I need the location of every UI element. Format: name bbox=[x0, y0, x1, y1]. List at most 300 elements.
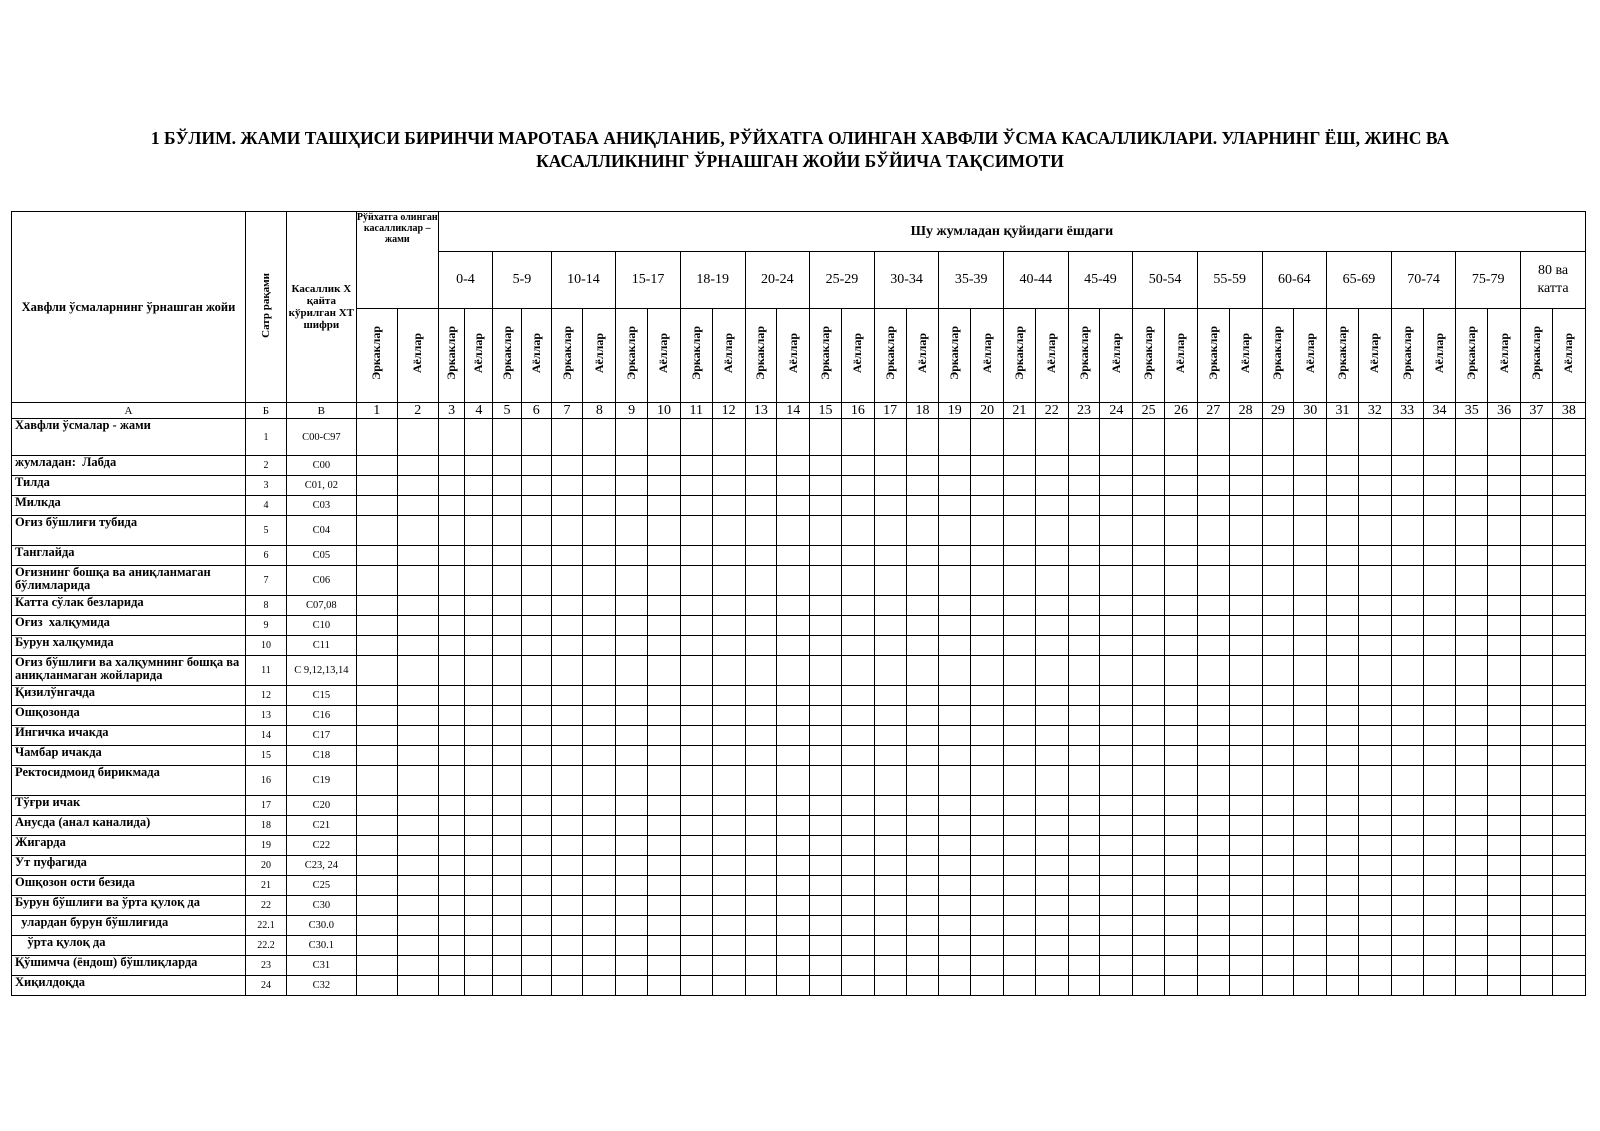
data-cell[interactable] bbox=[939, 956, 971, 976]
data-cell[interactable] bbox=[583, 876, 616, 896]
data-cell[interactable] bbox=[1197, 636, 1229, 656]
data-cell[interactable] bbox=[438, 596, 465, 616]
data-cell[interactable] bbox=[1488, 876, 1521, 896]
data-cell[interactable] bbox=[493, 496, 522, 516]
data-cell[interactable] bbox=[1327, 596, 1359, 616]
data-cell[interactable] bbox=[841, 836, 874, 856]
data-cell[interactable] bbox=[1552, 746, 1585, 766]
data-cell[interactable] bbox=[810, 856, 842, 876]
data-cell[interactable] bbox=[1294, 816, 1327, 836]
data-cell[interactable] bbox=[939, 706, 971, 726]
data-cell[interactable] bbox=[1327, 419, 1359, 456]
data-cell[interactable] bbox=[1358, 726, 1391, 746]
data-cell[interactable] bbox=[777, 766, 810, 796]
data-cell[interactable] bbox=[1358, 836, 1391, 856]
data-cell[interactable] bbox=[1035, 746, 1068, 766]
data-cell[interactable] bbox=[841, 976, 874, 996]
data-cell[interactable] bbox=[465, 596, 493, 616]
data-cell[interactable] bbox=[906, 746, 939, 766]
data-cell[interactable] bbox=[906, 956, 939, 976]
data-cell[interactable] bbox=[1391, 976, 1423, 996]
data-cell[interactable] bbox=[1327, 516, 1359, 546]
data-cell[interactable] bbox=[1358, 916, 1391, 936]
data-cell[interactable] bbox=[906, 796, 939, 816]
data-cell[interactable] bbox=[551, 496, 583, 516]
data-cell[interactable] bbox=[971, 456, 1004, 476]
data-cell[interactable] bbox=[648, 896, 681, 916]
data-cell[interactable] bbox=[841, 956, 874, 976]
data-cell[interactable] bbox=[397, 746, 438, 766]
data-cell[interactable] bbox=[551, 596, 583, 616]
data-cell[interactable] bbox=[1456, 636, 1488, 656]
data-cell[interactable] bbox=[583, 419, 616, 456]
data-cell[interactable] bbox=[1521, 836, 1553, 856]
data-cell[interactable] bbox=[1358, 816, 1391, 836]
data-cell[interactable] bbox=[777, 616, 810, 636]
data-cell[interactable] bbox=[1294, 936, 1327, 956]
data-cell[interactable] bbox=[745, 656, 777, 686]
data-cell[interactable] bbox=[1391, 856, 1423, 876]
data-cell[interactable] bbox=[680, 566, 712, 596]
data-cell[interactable] bbox=[397, 616, 438, 636]
data-cell[interactable] bbox=[648, 496, 681, 516]
data-cell[interactable] bbox=[1197, 876, 1229, 896]
data-cell[interactable] bbox=[1423, 936, 1456, 956]
data-cell[interactable] bbox=[1294, 876, 1327, 896]
data-cell[interactable] bbox=[1552, 726, 1585, 746]
data-cell[interactable] bbox=[1391, 456, 1423, 476]
data-cell[interactable] bbox=[465, 656, 493, 686]
data-cell[interactable] bbox=[1035, 796, 1068, 816]
data-cell[interactable] bbox=[971, 546, 1004, 566]
data-cell[interactable] bbox=[1197, 686, 1229, 706]
data-cell[interactable] bbox=[971, 766, 1004, 796]
data-cell[interactable] bbox=[616, 766, 648, 796]
data-cell[interactable] bbox=[1262, 706, 1294, 726]
data-cell[interactable] bbox=[1165, 596, 1198, 616]
data-cell[interactable] bbox=[841, 746, 874, 766]
data-cell[interactable] bbox=[1068, 936, 1100, 956]
data-cell[interactable] bbox=[1229, 766, 1262, 796]
data-cell[interactable] bbox=[1165, 976, 1198, 996]
data-cell[interactable] bbox=[1521, 656, 1553, 686]
data-cell[interactable] bbox=[1294, 656, 1327, 686]
data-cell[interactable] bbox=[438, 876, 465, 896]
data-cell[interactable] bbox=[1035, 706, 1068, 726]
data-cell[interactable] bbox=[1358, 476, 1391, 496]
data-cell[interactable] bbox=[1035, 816, 1068, 836]
data-cell[interactable] bbox=[906, 516, 939, 546]
data-cell[interactable] bbox=[1327, 856, 1359, 876]
data-cell[interactable] bbox=[1488, 516, 1521, 546]
data-cell[interactable] bbox=[777, 566, 810, 596]
data-cell[interactable] bbox=[648, 656, 681, 686]
data-cell[interactable] bbox=[493, 766, 522, 796]
data-cell[interactable] bbox=[1423, 746, 1456, 766]
data-cell[interactable] bbox=[1068, 916, 1100, 936]
data-cell[interactable] bbox=[616, 456, 648, 476]
data-cell[interactable] bbox=[1456, 976, 1488, 996]
data-cell[interactable] bbox=[521, 476, 551, 496]
data-cell[interactable] bbox=[1552, 856, 1585, 876]
data-cell[interactable] bbox=[465, 496, 493, 516]
data-cell[interactable] bbox=[1068, 706, 1100, 726]
data-cell[interactable] bbox=[712, 516, 745, 546]
data-cell[interactable] bbox=[648, 566, 681, 596]
data-cell[interactable] bbox=[1358, 566, 1391, 596]
data-cell[interactable] bbox=[397, 916, 438, 936]
data-cell[interactable] bbox=[680, 956, 712, 976]
data-cell[interactable] bbox=[777, 686, 810, 706]
data-cell[interactable] bbox=[397, 546, 438, 566]
data-cell[interactable] bbox=[616, 856, 648, 876]
data-cell[interactable] bbox=[551, 546, 583, 566]
data-cell[interactable] bbox=[1229, 896, 1262, 916]
data-cell[interactable] bbox=[1229, 636, 1262, 656]
data-cell[interactable] bbox=[841, 546, 874, 566]
data-cell[interactable] bbox=[465, 816, 493, 836]
data-cell[interactable] bbox=[465, 456, 493, 476]
data-cell[interactable] bbox=[493, 856, 522, 876]
data-cell[interactable] bbox=[1035, 856, 1068, 876]
data-cell[interactable] bbox=[438, 916, 465, 936]
data-cell[interactable] bbox=[1133, 636, 1165, 656]
data-cell[interactable] bbox=[1035, 686, 1068, 706]
data-cell[interactable] bbox=[1456, 656, 1488, 686]
data-cell[interactable] bbox=[810, 636, 842, 656]
data-cell[interactable] bbox=[521, 636, 551, 656]
data-cell[interactable] bbox=[1521, 419, 1553, 456]
data-cell[interactable] bbox=[397, 876, 438, 896]
data-cell[interactable] bbox=[1133, 936, 1165, 956]
data-cell[interactable] bbox=[1229, 616, 1262, 636]
data-cell[interactable] bbox=[1327, 766, 1359, 796]
data-cell[interactable] bbox=[810, 726, 842, 746]
data-cell[interactable] bbox=[1552, 836, 1585, 856]
data-cell[interactable] bbox=[648, 976, 681, 996]
data-cell[interactable] bbox=[616, 726, 648, 746]
data-cell[interactable] bbox=[810, 706, 842, 726]
data-cell[interactable] bbox=[841, 706, 874, 726]
data-cell[interactable] bbox=[810, 686, 842, 706]
data-cell[interactable] bbox=[841, 726, 874, 746]
data-cell[interactable] bbox=[1521, 856, 1553, 876]
data-cell[interactable] bbox=[810, 496, 842, 516]
data-cell[interactable] bbox=[465, 516, 493, 546]
data-cell[interactable] bbox=[616, 656, 648, 686]
data-cell[interactable] bbox=[583, 766, 616, 796]
data-cell[interactable] bbox=[906, 836, 939, 856]
data-cell[interactable] bbox=[810, 796, 842, 816]
data-cell[interactable] bbox=[356, 896, 397, 916]
data-cell[interactable] bbox=[1229, 419, 1262, 456]
data-cell[interactable] bbox=[493, 596, 522, 616]
data-cell[interactable] bbox=[551, 566, 583, 596]
data-cell[interactable] bbox=[438, 726, 465, 746]
data-cell[interactable] bbox=[1521, 876, 1553, 896]
data-cell[interactable] bbox=[397, 816, 438, 836]
data-cell[interactable] bbox=[648, 596, 681, 616]
data-cell[interactable] bbox=[551, 916, 583, 936]
data-cell[interactable] bbox=[1068, 726, 1100, 746]
data-cell[interactable] bbox=[1391, 896, 1423, 916]
data-cell[interactable] bbox=[521, 766, 551, 796]
data-cell[interactable] bbox=[1521, 766, 1553, 796]
data-cell[interactable] bbox=[1456, 956, 1488, 976]
data-cell[interactable] bbox=[1165, 616, 1198, 636]
data-cell[interactable] bbox=[616, 706, 648, 726]
data-cell[interactable] bbox=[745, 836, 777, 856]
data-cell[interactable] bbox=[1358, 656, 1391, 686]
data-cell[interactable] bbox=[438, 856, 465, 876]
data-cell[interactable] bbox=[1294, 956, 1327, 976]
data-cell[interactable] bbox=[745, 936, 777, 956]
data-cell[interactable] bbox=[841, 766, 874, 796]
data-cell[interactable] bbox=[1552, 796, 1585, 816]
data-cell[interactable] bbox=[616, 596, 648, 616]
data-cell[interactable] bbox=[521, 419, 551, 456]
data-cell[interactable] bbox=[1552, 546, 1585, 566]
data-cell[interactable] bbox=[1004, 636, 1036, 656]
data-cell[interactable] bbox=[1521, 896, 1553, 916]
data-cell[interactable] bbox=[1068, 746, 1100, 766]
data-cell[interactable] bbox=[712, 916, 745, 936]
data-cell[interactable] bbox=[841, 856, 874, 876]
data-cell[interactable] bbox=[1100, 726, 1133, 746]
data-cell[interactable] bbox=[777, 726, 810, 746]
data-cell[interactable] bbox=[1165, 476, 1198, 496]
data-cell[interactable] bbox=[1488, 656, 1521, 686]
data-cell[interactable] bbox=[939, 766, 971, 796]
data-cell[interactable] bbox=[583, 596, 616, 616]
data-cell[interactable] bbox=[648, 616, 681, 636]
data-cell[interactable] bbox=[680, 516, 712, 546]
data-cell[interactable] bbox=[712, 816, 745, 836]
data-cell[interactable] bbox=[356, 766, 397, 796]
data-cell[interactable] bbox=[874, 876, 906, 896]
data-cell[interactable] bbox=[1035, 766, 1068, 796]
data-cell[interactable] bbox=[745, 596, 777, 616]
data-cell[interactable] bbox=[1488, 616, 1521, 636]
data-cell[interactable] bbox=[521, 916, 551, 936]
data-cell[interactable] bbox=[777, 896, 810, 916]
data-cell[interactable] bbox=[745, 686, 777, 706]
data-cell[interactable] bbox=[1358, 896, 1391, 916]
data-cell[interactable] bbox=[1229, 476, 1262, 496]
data-cell[interactable] bbox=[906, 766, 939, 796]
data-cell[interactable] bbox=[1133, 496, 1165, 516]
data-cell[interactable] bbox=[874, 476, 906, 496]
data-cell[interactable] bbox=[1552, 456, 1585, 476]
data-cell[interactable] bbox=[1358, 686, 1391, 706]
data-cell[interactable] bbox=[1197, 616, 1229, 636]
data-cell[interactable] bbox=[465, 916, 493, 936]
data-cell[interactable] bbox=[1068, 476, 1100, 496]
data-cell[interactable] bbox=[841, 476, 874, 496]
data-cell[interactable] bbox=[1004, 656, 1036, 686]
data-cell[interactable] bbox=[493, 796, 522, 816]
data-cell[interactable] bbox=[438, 656, 465, 686]
data-cell[interactable] bbox=[810, 936, 842, 956]
data-cell[interactable] bbox=[1197, 726, 1229, 746]
data-cell[interactable] bbox=[521, 496, 551, 516]
data-cell[interactable] bbox=[1552, 896, 1585, 916]
data-cell[interactable] bbox=[841, 596, 874, 616]
data-cell[interactable] bbox=[841, 616, 874, 636]
data-cell[interactable] bbox=[1197, 956, 1229, 976]
data-cell[interactable] bbox=[841, 456, 874, 476]
data-cell[interactable] bbox=[1391, 936, 1423, 956]
data-cell[interactable] bbox=[493, 616, 522, 636]
data-cell[interactable] bbox=[1262, 496, 1294, 516]
data-cell[interactable] bbox=[521, 596, 551, 616]
data-cell[interactable] bbox=[745, 726, 777, 746]
data-cell[interactable] bbox=[493, 656, 522, 686]
data-cell[interactable] bbox=[712, 566, 745, 596]
data-cell[interactable] bbox=[1133, 456, 1165, 476]
data-cell[interactable] bbox=[1358, 746, 1391, 766]
data-cell[interactable] bbox=[648, 916, 681, 936]
data-cell[interactable] bbox=[1391, 596, 1423, 616]
data-cell[interactable] bbox=[1488, 419, 1521, 456]
data-cell[interactable] bbox=[1035, 636, 1068, 656]
data-cell[interactable] bbox=[1165, 516, 1198, 546]
data-cell[interactable] bbox=[465, 636, 493, 656]
data-cell[interactable] bbox=[1327, 476, 1359, 496]
data-cell[interactable] bbox=[810, 596, 842, 616]
data-cell[interactable] bbox=[680, 936, 712, 956]
data-cell[interactable] bbox=[521, 976, 551, 996]
data-cell[interactable] bbox=[874, 976, 906, 996]
data-cell[interactable] bbox=[1004, 916, 1036, 936]
data-cell[interactable] bbox=[1488, 976, 1521, 996]
data-cell[interactable] bbox=[1488, 476, 1521, 496]
data-cell[interactable] bbox=[745, 746, 777, 766]
data-cell[interactable] bbox=[1521, 546, 1553, 566]
data-cell[interactable] bbox=[1456, 836, 1488, 856]
data-cell[interactable] bbox=[1552, 516, 1585, 546]
data-cell[interactable] bbox=[551, 419, 583, 456]
data-cell[interactable] bbox=[712, 706, 745, 726]
data-cell[interactable] bbox=[1552, 816, 1585, 836]
data-cell[interactable] bbox=[1197, 916, 1229, 936]
data-cell[interactable] bbox=[1552, 616, 1585, 636]
data-cell[interactable] bbox=[680, 856, 712, 876]
data-cell[interactable] bbox=[397, 656, 438, 686]
data-cell[interactable] bbox=[680, 726, 712, 746]
data-cell[interactable] bbox=[493, 876, 522, 896]
data-cell[interactable] bbox=[971, 566, 1004, 596]
data-cell[interactable] bbox=[1294, 796, 1327, 816]
data-cell[interactable] bbox=[493, 566, 522, 596]
data-cell[interactable] bbox=[616, 796, 648, 816]
data-cell[interactable] bbox=[493, 836, 522, 856]
data-cell[interactable] bbox=[1229, 596, 1262, 616]
data-cell[interactable] bbox=[1456, 896, 1488, 916]
data-cell[interactable] bbox=[1262, 546, 1294, 566]
data-cell[interactable] bbox=[1488, 686, 1521, 706]
data-cell[interactable] bbox=[745, 516, 777, 546]
data-cell[interactable] bbox=[1358, 766, 1391, 796]
data-cell[interactable] bbox=[465, 419, 493, 456]
data-cell[interactable] bbox=[971, 976, 1004, 996]
data-cell[interactable] bbox=[465, 566, 493, 596]
data-cell[interactable] bbox=[1068, 956, 1100, 976]
data-cell[interactable] bbox=[712, 596, 745, 616]
data-cell[interactable] bbox=[1262, 456, 1294, 476]
data-cell[interactable] bbox=[841, 816, 874, 836]
data-cell[interactable] bbox=[1004, 726, 1036, 746]
data-cell[interactable] bbox=[356, 656, 397, 686]
data-cell[interactable] bbox=[874, 546, 906, 566]
data-cell[interactable] bbox=[1229, 816, 1262, 836]
data-cell[interactable] bbox=[583, 956, 616, 976]
data-cell[interactable] bbox=[438, 936, 465, 956]
data-cell[interactable] bbox=[616, 896, 648, 916]
data-cell[interactable] bbox=[1456, 856, 1488, 876]
data-cell[interactable] bbox=[438, 706, 465, 726]
data-cell[interactable] bbox=[1488, 726, 1521, 746]
data-cell[interactable] bbox=[712, 856, 745, 876]
data-cell[interactable] bbox=[356, 636, 397, 656]
data-cell[interactable] bbox=[777, 596, 810, 616]
data-cell[interactable] bbox=[1358, 976, 1391, 996]
data-cell[interactable] bbox=[1133, 956, 1165, 976]
data-cell[interactable] bbox=[971, 686, 1004, 706]
data-cell[interactable] bbox=[1552, 496, 1585, 516]
data-cell[interactable] bbox=[1358, 546, 1391, 566]
data-cell[interactable] bbox=[1165, 836, 1198, 856]
data-cell[interactable] bbox=[1327, 936, 1359, 956]
data-cell[interactable] bbox=[906, 616, 939, 636]
data-cell[interactable] bbox=[777, 546, 810, 566]
data-cell[interactable] bbox=[1456, 419, 1488, 456]
data-cell[interactable] bbox=[438, 546, 465, 566]
data-cell[interactable] bbox=[1197, 596, 1229, 616]
data-cell[interactable] bbox=[1068, 766, 1100, 796]
data-cell[interactable] bbox=[939, 796, 971, 816]
data-cell[interactable] bbox=[1035, 516, 1068, 546]
data-cell[interactable] bbox=[1229, 516, 1262, 546]
data-cell[interactable] bbox=[648, 726, 681, 746]
data-cell[interactable] bbox=[1262, 766, 1294, 796]
data-cell[interactable] bbox=[906, 726, 939, 746]
data-cell[interactable] bbox=[438, 686, 465, 706]
data-cell[interactable] bbox=[1197, 836, 1229, 856]
data-cell[interactable] bbox=[521, 706, 551, 726]
data-cell[interactable] bbox=[616, 936, 648, 956]
data-cell[interactable] bbox=[874, 636, 906, 656]
data-cell[interactable] bbox=[1391, 476, 1423, 496]
data-cell[interactable] bbox=[939, 726, 971, 746]
data-cell[interactable] bbox=[1391, 516, 1423, 546]
data-cell[interactable] bbox=[1133, 976, 1165, 996]
data-cell[interactable] bbox=[1358, 936, 1391, 956]
data-cell[interactable] bbox=[438, 956, 465, 976]
data-cell[interactable] bbox=[745, 636, 777, 656]
data-cell[interactable] bbox=[1552, 419, 1585, 456]
data-cell[interactable] bbox=[1197, 656, 1229, 686]
data-cell[interactable] bbox=[438, 496, 465, 516]
data-cell[interactable] bbox=[1423, 876, 1456, 896]
data-cell[interactable] bbox=[777, 706, 810, 726]
data-cell[interactable] bbox=[1068, 856, 1100, 876]
data-cell[interactable] bbox=[874, 596, 906, 616]
data-cell[interactable] bbox=[1488, 766, 1521, 796]
data-cell[interactable] bbox=[1165, 636, 1198, 656]
data-cell[interactable] bbox=[841, 516, 874, 546]
data-cell[interactable] bbox=[1035, 836, 1068, 856]
